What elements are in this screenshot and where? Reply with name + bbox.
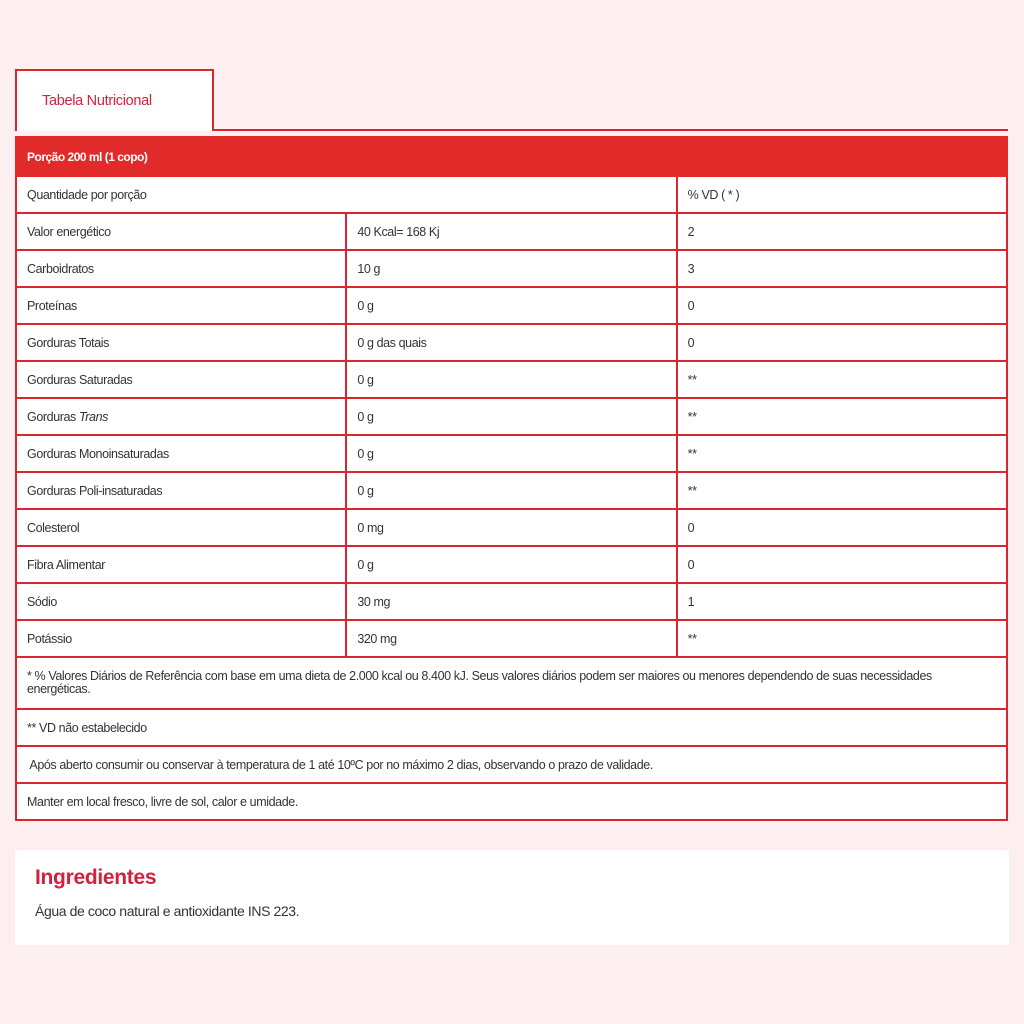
ingredients-title: Ingredientes	[35, 866, 157, 889]
note-row	[16, 783, 1007, 820]
nutrient-amount: 0 g	[346, 398, 676, 435]
nutrient-amount: 0 g	[346, 287, 676, 324]
storage-conditions-note: Manter em local fresco, livre de sol, calor e umidade.	[16, 783, 1007, 820]
nutrient-name: Gorduras	[27, 409, 76, 424]
tab-underline	[214, 129, 1008, 131]
ingredients-text: Água de coco natural e antioxidante INS 223.	[35, 903, 300, 919]
tab-tabela-nutricional[interactable]	[15, 69, 214, 131]
nutrient-name-italic: Trans	[78, 409, 109, 424]
nutrition-table	[15, 136, 1008, 821]
nutrient-vd: 0	[677, 324, 1007, 361]
nutrient-amount: 0 mg	[346, 509, 676, 546]
tab-label: Tabela Nutricional	[42, 93, 152, 109]
nutrient-amount: 0 g	[346, 546, 676, 583]
nutrient-amount: 10 g	[346, 250, 676, 287]
table-row	[16, 361, 1007, 398]
footnote-vd-not-established: ** VD não estabelecido	[16, 709, 1007, 746]
table-row	[16, 250, 1007, 287]
portion-label: Porção 200 ml (1 copo)	[16, 137, 1007, 176]
nutrient-amount: 0 g das quais	[346, 324, 676, 361]
nutrient-name: Carboidratos	[16, 250, 346, 287]
table-row	[16, 620, 1007, 657]
nutrient-vd: **	[677, 472, 1007, 509]
nutrient-name: Colesterol	[16, 509, 346, 546]
storage-after-opening-note: Após aberto consumir ou conservar à temperatura de 1 até 10ºC por no máximo 2 dias, observando o prazo de validade.	[16, 746, 1007, 783]
nutrient-amount: 40 Kcal= 168 Kj	[346, 213, 676, 250]
portion-row	[16, 137, 1007, 176]
nutrient-amount: 0 g	[346, 435, 676, 472]
nutrient-amount: 0 g	[346, 472, 676, 509]
nutrient-name: Potássio	[16, 620, 346, 657]
footnote-vd-reference: * % Valores Diários de Referência com base em uma dieta de 2.000 kcal ou 8.400 kJ. Seus valores diários podem ser maiores ou menores dependendo de suas necessidades energéticas.	[16, 657, 1007, 709]
note-row	[16, 657, 1007, 709]
nutrient-vd: **	[677, 620, 1007, 657]
nutrient-name: Gorduras Poli-insaturadas	[16, 472, 346, 509]
nutrient-vd: **	[677, 361, 1007, 398]
table-row	[16, 324, 1007, 361]
nutrient-vd: 1	[677, 583, 1007, 620]
table-row	[16, 213, 1007, 250]
nutrient-vd: **	[677, 398, 1007, 435]
nutrient-vd: **	[677, 435, 1007, 472]
quantity-header: Quantidade por porção	[16, 176, 677, 213]
table-row	[16, 435, 1007, 472]
nutrient-name: Proteínas	[16, 287, 346, 324]
table-header-row	[16, 176, 1007, 213]
table-row	[16, 472, 1007, 509]
nutrient-vd: 0	[677, 287, 1007, 324]
note-row	[16, 746, 1007, 783]
vd-header: % VD ( * )	[677, 176, 1007, 213]
table-row	[16, 287, 1007, 324]
nutrient-name: Sódio	[16, 583, 346, 620]
nutrient-name-cell	[16, 398, 346, 435]
table-row	[16, 398, 1007, 435]
table-row	[16, 509, 1007, 546]
nutrient-name: Gorduras Totais	[16, 324, 346, 361]
table-row	[16, 546, 1007, 583]
nutrient-amount: 320 mg	[346, 620, 676, 657]
nutrient-name: Gorduras Saturadas	[16, 361, 346, 398]
nutrient-amount: 30 mg	[346, 583, 676, 620]
nutrient-vd: 2	[677, 213, 1007, 250]
nutrient-name: Valor energético	[16, 213, 346, 250]
nutrient-amount: 0 g	[346, 361, 676, 398]
nutrient-name: Fibra Alimentar	[16, 546, 346, 583]
table-row	[16, 583, 1007, 620]
nutrient-vd: 0	[677, 546, 1007, 583]
nutrient-name: Gorduras Monoinsaturadas	[16, 435, 346, 472]
ingredients-section	[15, 850, 1009, 945]
nutrient-vd: 0	[677, 509, 1007, 546]
nutrient-vd: 3	[677, 250, 1007, 287]
note-row	[16, 709, 1007, 746]
